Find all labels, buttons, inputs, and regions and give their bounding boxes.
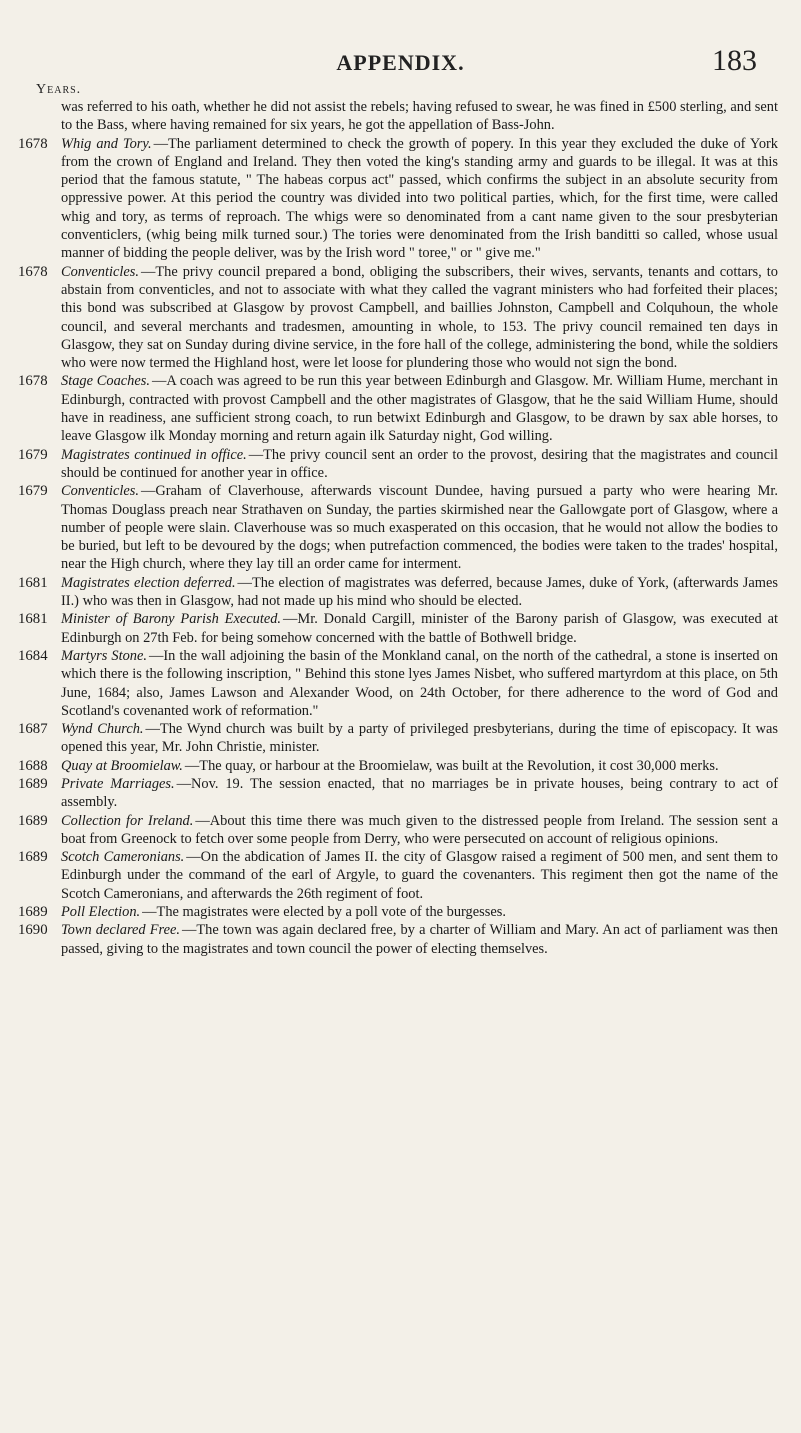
entry-text: —The parliament determined to check the growth of popery. In this year they excluded the duke of York from the crown of England and Ireland. They then voted the king's standing army and guards to be illegal. It was at this period that the famous statute, " The habeas corpus act" passed, which confirms the subject in an absolute security from oppressive power. At this period the country was divided into two political parties, which, for the first time, were called whig and tory, as terms of reproach. The whigs were so denominated from a cant name given to the sour presbyterian conventiclers, (whig being milk turned sour.) The tories were denominated from the Irish banditti so called, whose usual manner of bidding the people deliver, was by the Irish word " toree," or " give me.": [61, 135, 779, 262]
entry-text: —The magistrates were elected by a poll vote of the burgesses.: [142, 904, 506, 921]
years-column-label: Years.: [36, 82, 82, 97]
entry-body: [61, 848, 778, 903]
entry-body: [61, 921, 778, 958]
entry-text: —Mr. Donald Cargill, minister of the Barony parish of Glasgow, was executed at Edinburgh on 27th Feb. for being somehow concerned with the battle of Bothwell bridge.: [61, 611, 778, 646]
entry-body: [61, 775, 778, 812]
entry-text: —On the abdication of James II. the city of Glasgow raised a regiment of 500 men, and sent them to Edinburgh under the command of the earl of Argyle, to guard the covenanters. This regiment then got the name of the Scotch Cameronians, and afterwards the 26th regiment of foot.: [61, 849, 778, 902]
entry-text: —The election of magistrates was deferred, because James, duke of York, (afterwards James II.) who was then in Glasgow, had not made up his mind who should be elected.: [61, 574, 778, 610]
page-header: [0, 22, 801, 77]
entry-year: 1679: [18, 483, 48, 500]
entry-year: 1681: [18, 574, 48, 591]
entry-text: —The Wynd church was built by a party of privileged presbyterians, during the time of episcopacy. It was opened this year, Mr. John Christie, minister.: [61, 721, 778, 756]
chronology-entry: [18, 574, 778, 611]
chronology-entries: [18, 98, 778, 958]
entry-body: [61, 372, 778, 445]
chronology-entry: [18, 757, 778, 775]
entry-year: 1681: [18, 611, 48, 628]
chronology-entry: [18, 720, 778, 757]
entry-title: Collection for Ireland.: [61, 812, 194, 829]
entry-title: Town declared Free.: [61, 922, 180, 939]
chronology-entry: [18, 263, 778, 373]
chronology-entry: [18, 775, 778, 812]
entry-text: —The quay, or harbour at the Broomielaw, was built at the Revolution, it cost 30,000 merks.: [184, 757, 719, 774]
entry-body: [61, 757, 778, 775]
entry-title: Wynd Church.: [61, 721, 144, 738]
entry-title: Minister of Barony Parish Executed.: [61, 611, 282, 628]
entry-body: [61, 903, 778, 921]
entry-year: 1690: [18, 922, 48, 939]
entry-text: —The privy council prepared a bond, obliging the subscribers, their wives, servants, tenants and cottars, to abstain from conventicles, and not to associate with what they called the vagrant ministers who had forfeited their places; this bond was subscribed at Glasgow by provost Campbell, and baillies Johnston, Campbell and Colquhoun, the whole council, and several merchants and tradesmen, amounting in whole, to 153. The privy council remained ten days in Glasgow, they sat on Sunday during divine service, in the fore hall of the college, administering the bond, while the soldiers who were now termed the Highland host, were let loose for plundering those who would not sign the bond.: [61, 263, 778, 372]
entry-body: [61, 482, 778, 573]
entry-title: Stage Coaches.: [61, 373, 150, 390]
entry-year: 1689: [18, 812, 48, 829]
chronology-entry: [18, 812, 778, 849]
entry-body: [61, 720, 778, 757]
chronology-entry: [18, 610, 778, 647]
entry-title: Martyrs Stone.: [61, 647, 147, 664]
entry-text: —Nov. 19. The session enacted, that no marriages be in private houses, being contrary to act of assembly.: [61, 775, 778, 811]
entry-text: —Graham of Claverhouse, afterwards viscount Dundee, having pursued a party who were hearing Mr. Thomas Douglass preach near Strathaven on Sunday, the parties skirmished near the Gallowgate port of Glasgow, where a number of people were slain. Claverhouse was so much exasperated on this occasion, that he would not allow the bodies to be buried, but left to be devoured by the dogs; when putrefaction commenced, the bodies were taken to the trades' hospital, near the High church, where they lay till an order came for interment.: [61, 483, 778, 573]
entry-year: 1689: [18, 904, 48, 921]
entry-text: —The town was again declared free, by a charter of William and Mary. An act of parliament was then passed, giving to the magistrates and town council the power of electing themselves.: [61, 922, 778, 957]
entry-body: [61, 647, 778, 720]
continued-entry: [18, 98, 778, 135]
chronology-entry: [18, 848, 778, 903]
running-head: APPENDIX.: [336, 50, 465, 75]
entry-title: Conventicles.: [61, 483, 139, 500]
chronology-entry: [18, 372, 778, 445]
chronology-entry: [18, 647, 778, 720]
entry-text: —The privy council sent an order to the provost, desiring that the magistrates and council should be continued for another year in office.: [61, 446, 778, 481]
entry-year: 1689: [18, 849, 48, 866]
entry-text: —A coach was agreed to be run this year between Edinburgh and Glasgow. Mr. William Hume, merchant in Edinburgh, contracted with provost Campbell and the other magistrates of Glasgow, that he the said William Hume, should have in readiness, ane sufficient strong coach, to run betwixt Edinburgh and Glasgow, to be drawn by sax able horses, to leave Glasgow ilk Monday morning and return again ilk Saturday night, God willing.: [61, 373, 778, 445]
entry-body: [61, 135, 778, 263]
entry-body: [61, 574, 778, 611]
entry-body: [61, 263, 778, 373]
entry-year: 1684: [18, 647, 48, 664]
chronology-entry: [18, 903, 778, 921]
entry-year: 1678: [18, 263, 48, 280]
entry-title: Magistrates election deferred.: [61, 574, 236, 591]
entry-body: [61, 446, 778, 483]
entry-title: Poll Election.: [61, 904, 141, 921]
entry-title: Magistrates continued in office.: [61, 446, 247, 463]
entry-year: 1678: [18, 373, 48, 390]
entry-title: Whig and Tory.: [61, 135, 152, 152]
entry-title: Scotch Cameronians.: [61, 849, 185, 866]
chronology-entry: [18, 921, 778, 958]
chronology-entry: [18, 482, 778, 573]
entry-title: Quay at Broomielaw.: [61, 757, 183, 774]
page-number: 183: [712, 44, 757, 77]
entry-year: 1689: [18, 775, 48, 792]
entry-year: 1678: [18, 135, 48, 152]
chronology-entry: [18, 446, 778, 483]
entry-title: Private Marriages.: [61, 775, 175, 792]
entry-list: [18, 135, 778, 958]
entry-year: 1687: [18, 721, 48, 738]
entry-year: 1679: [18, 446, 48, 463]
entry-body: [61, 610, 778, 647]
entry-title: Conventicles.: [61, 263, 139, 280]
entry-text: —In the wall adjoining the basin of the Monkland canal, on the north of the cathedral, a stone is inserted on which there is the following inscription, " Behind this stone lyes James Nisbet, who suffered martyrdom at this place, on 5th June, 1684; also, James Lawson and Alexander Wood, on 24th October, for there adherence to the word of God and Scotland's covenanted work of reformation.": [61, 647, 778, 719]
chronology-entry: [18, 135, 778, 263]
entry-body: [61, 812, 778, 849]
entry-text: was referred to his oath, whether he did not assist the rebels; having refused to swear, he was fined in £500 sterling, and sent to the Bass, where having remained for six years, he got the appellation of Bass-John.: [61, 99, 778, 134]
entry-text: —About this time there was much given to the distressed people from Ireland. The session sent a boat from Greenock to fetch over some people from Derry, who were persecuted on account of religious opinions.: [61, 812, 778, 847]
entry-year: 1688: [18, 757, 48, 774]
